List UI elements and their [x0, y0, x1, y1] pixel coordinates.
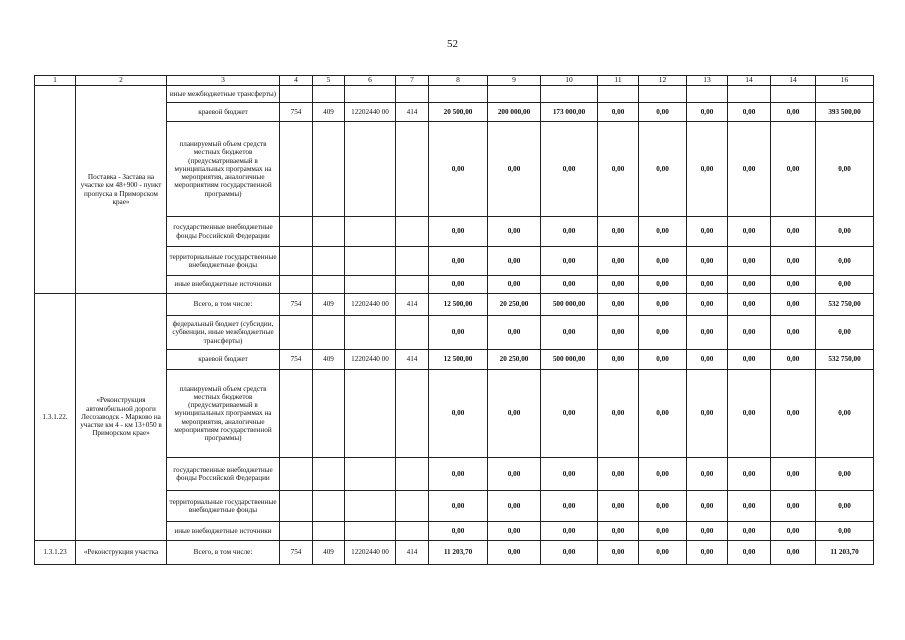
- amount-value: 0,00: [488, 458, 541, 491]
- amount-value: 0,00: [598, 276, 639, 294]
- code-grbs: [280, 370, 313, 458]
- amount-value: 200 000,00: [488, 103, 541, 122]
- amount-value: 0,00: [771, 103, 816, 122]
- measure-name: «Реконструкция автомобильной дороги Лесозаводск - Марково на участке км 4 - км 13+050 в Приморском крае»: [76, 294, 167, 541]
- code-grbs: [280, 86, 313, 103]
- amount-value: 0,00: [598, 522, 639, 541]
- amount-value: 11 203,70: [816, 541, 874, 565]
- amount-value: 0,00: [771, 541, 816, 565]
- amount-value: 0,00: [771, 316, 816, 350]
- column-number: 14: [771, 76, 816, 86]
- code-grbs: [280, 217, 313, 247]
- amount-value: [728, 86, 771, 103]
- amount-value: 0,00: [771, 276, 816, 294]
- code-vr: [396, 122, 429, 217]
- amount-value: 0,00: [488, 247, 541, 276]
- funding-source: Всего, в том числе:: [167, 541, 280, 565]
- code-grbs: [280, 247, 313, 276]
- amount-value: 0,00: [541, 217, 598, 247]
- amount-value: 0,00: [541, 541, 598, 565]
- amount-value: 0,00: [639, 316, 687, 350]
- code-vr: [396, 86, 429, 103]
- funding-source: иные межбюджетные трансферты): [167, 86, 280, 103]
- column-number: 4: [280, 76, 313, 86]
- amount-value: 0,00: [541, 316, 598, 350]
- code-csr: [345, 217, 396, 247]
- code-grbs: 754: [280, 103, 313, 122]
- amount-value: 0,00: [728, 294, 771, 316]
- amount-value: 0,00: [598, 122, 639, 217]
- amount-value: 0,00: [728, 491, 771, 522]
- code-rzpr: 409: [313, 103, 345, 122]
- amount-value: 173 000,00: [541, 103, 598, 122]
- amount-value: 0,00: [816, 370, 874, 458]
- amount-value: 20 250,00: [488, 350, 541, 370]
- column-number: 13: [687, 76, 728, 86]
- code-grbs: [280, 458, 313, 491]
- amount-value: [598, 86, 639, 103]
- amount-value: 0,00: [816, 458, 874, 491]
- code-vr: [396, 458, 429, 491]
- amount-value: 0,00: [687, 350, 728, 370]
- code-rzpr: 409: [313, 294, 345, 316]
- code-csr: [345, 122, 396, 217]
- code-vr: [396, 491, 429, 522]
- amount-value: 0,00: [687, 217, 728, 247]
- amount-value: 0,00: [429, 491, 488, 522]
- amount-value: [488, 86, 541, 103]
- code-vr: [396, 247, 429, 276]
- code-rzpr: [313, 370, 345, 458]
- amount-value: [541, 86, 598, 103]
- amount-value: 0,00: [488, 316, 541, 350]
- amount-value: 0,00: [771, 370, 816, 458]
- amount-value: 0,00: [816, 247, 874, 276]
- funding-source: краевой бюджет: [167, 350, 280, 370]
- code-vr: 414: [396, 541, 429, 565]
- code-csr: [345, 522, 396, 541]
- column-number: 2: [76, 76, 167, 86]
- amount-value: 0,00: [728, 522, 771, 541]
- amount-value: 0,00: [598, 103, 639, 122]
- amount-value: 0,00: [771, 122, 816, 217]
- code-csr: [345, 491, 396, 522]
- amount-value: 0,00: [541, 370, 598, 458]
- amount-value: 532 750,00: [816, 350, 874, 370]
- amount-value: 500 000,00: [541, 350, 598, 370]
- amount-value: 0,00: [639, 294, 687, 316]
- amount-value: 0,00: [687, 541, 728, 565]
- amount-value: 0,00: [771, 522, 816, 541]
- amount-value: 0,00: [639, 458, 687, 491]
- funding-source: государственные внебюджетные фонды Российской Федерации: [167, 217, 280, 247]
- table-body: [35, 76, 874, 565]
- amount-value: 0,00: [728, 316, 771, 350]
- amount-value: 12 500,00: [429, 294, 488, 316]
- code-vr: [396, 276, 429, 294]
- amount-value: 0,00: [771, 458, 816, 491]
- amount-value: [687, 86, 728, 103]
- amount-value: 0,00: [541, 491, 598, 522]
- code-grbs: [280, 122, 313, 217]
- amount-value: 0,00: [598, 294, 639, 316]
- budget-table: [34, 75, 874, 565]
- amount-value: 532 750,00: [816, 294, 874, 316]
- amount-value: 0,00: [541, 276, 598, 294]
- row-id: 1.3.1.22.: [35, 294, 76, 541]
- amount-value: 0,00: [598, 316, 639, 350]
- code-grbs: 754: [280, 294, 313, 316]
- code-vr: [396, 370, 429, 458]
- amount-value: 0,00: [771, 294, 816, 316]
- code-rzpr: 409: [313, 541, 345, 565]
- amount-value: 0,00: [639, 522, 687, 541]
- code-csr: [345, 247, 396, 276]
- amount-value: 0,00: [687, 491, 728, 522]
- amount-value: 0,00: [639, 247, 687, 276]
- code-csr: 12202440 00: [345, 350, 396, 370]
- amount-value: 0,00: [488, 122, 541, 217]
- amount-value: 0,00: [816, 316, 874, 350]
- amount-value: 0,00: [687, 294, 728, 316]
- amount-value: 0,00: [816, 522, 874, 541]
- funding-source: Всего, в том числе:: [167, 294, 280, 316]
- code-vr: 414: [396, 294, 429, 316]
- amount-value: 0,00: [728, 217, 771, 247]
- amount-value: 0,00: [541, 247, 598, 276]
- table-row: [35, 294, 874, 316]
- amount-value: 0,00: [816, 276, 874, 294]
- amount-value: 0,00: [639, 217, 687, 247]
- amount-value: 0,00: [488, 276, 541, 294]
- code-grbs: 754: [280, 541, 313, 565]
- amount-value: 0,00: [771, 247, 816, 276]
- code-vr: 414: [396, 103, 429, 122]
- amount-value: 0,00: [598, 370, 639, 458]
- amount-value: [639, 86, 687, 103]
- amount-value: 0,00: [429, 458, 488, 491]
- column-number: 14: [728, 76, 771, 86]
- column-number: 10: [541, 76, 598, 86]
- code-grbs: [280, 276, 313, 294]
- amount-value: 0,00: [771, 491, 816, 522]
- code-grbs: [280, 316, 313, 350]
- amount-value: 0,00: [429, 217, 488, 247]
- code-csr: 12202440 00: [345, 541, 396, 565]
- amount-value: 0,00: [687, 103, 728, 122]
- funding-source: территориальные государственные внебюджетные фонды: [167, 491, 280, 522]
- table-row: [35, 541, 874, 565]
- funding-source: планируемый объем средств местных бюджетов (предусматриваемый в муниципальных программах на мероприятия, аналогичные мероприятиям государственной программы): [167, 122, 280, 217]
- amount-value: 0,00: [598, 458, 639, 491]
- amount-value: 0,00: [639, 122, 687, 217]
- column-number: 7: [396, 76, 429, 86]
- code-rzpr: [313, 217, 345, 247]
- column-number: 12: [639, 76, 687, 86]
- amount-value: 0,00: [488, 370, 541, 458]
- amount-value: 393 500,00: [816, 103, 874, 122]
- amount-value: 0,00: [429, 316, 488, 350]
- amount-value: 0,00: [598, 491, 639, 522]
- code-vr: [396, 217, 429, 247]
- amount-value: 20 500,00: [429, 103, 488, 122]
- amount-value: 11 203,70: [429, 541, 488, 565]
- code-grbs: 754: [280, 350, 313, 370]
- amount-value: 0,00: [598, 247, 639, 276]
- column-number: 16: [816, 76, 874, 86]
- code-rzpr: [313, 276, 345, 294]
- code-rzpr: [313, 522, 345, 541]
- column-number: 6: [345, 76, 396, 86]
- amount-value: 0,00: [639, 370, 687, 458]
- column-number: 11: [598, 76, 639, 86]
- column-number-row: [35, 76, 874, 86]
- amount-value: 0,00: [728, 350, 771, 370]
- amount-value: 0,00: [429, 276, 488, 294]
- code-rzpr: 409: [313, 350, 345, 370]
- amount-value: 0,00: [639, 350, 687, 370]
- amount-value: 0,00: [816, 491, 874, 522]
- amount-value: 0,00: [541, 522, 598, 541]
- code-vr: [396, 522, 429, 541]
- amount-value: 0,00: [728, 247, 771, 276]
- code-grbs: [280, 522, 313, 541]
- amount-value: 0,00: [488, 541, 541, 565]
- column-number: 1: [35, 76, 76, 86]
- amount-value: 0,00: [429, 522, 488, 541]
- row-id: 1.3.1.23: [35, 541, 76, 565]
- code-csr: 12202440 00: [345, 103, 396, 122]
- amount-value: 0,00: [687, 316, 728, 350]
- amount-value: 0,00: [429, 247, 488, 276]
- amount-value: 0,00: [728, 458, 771, 491]
- code-rzpr: [313, 458, 345, 491]
- amount-value: 0,00: [687, 276, 728, 294]
- column-number: 3: [167, 76, 280, 86]
- amount-value: 0,00: [816, 122, 874, 217]
- code-vr: [396, 316, 429, 350]
- code-rzpr: [313, 247, 345, 276]
- amount-value: [816, 86, 874, 103]
- funding-source: федеральный бюджет (субсидии, субвенции, иные межбюджетные трансферты): [167, 316, 280, 350]
- amount-value: 0,00: [488, 491, 541, 522]
- code-rzpr: [313, 491, 345, 522]
- amount-value: 0,00: [541, 122, 598, 217]
- funding-source: территориальные государственные внебюджетные фонды: [167, 247, 280, 276]
- funding-source: государственные внебюджетные фонды Российской Федерации: [167, 458, 280, 491]
- code-csr: [345, 370, 396, 458]
- amount-value: 0,00: [639, 103, 687, 122]
- code-vr: 414: [396, 350, 429, 370]
- amount-value: 0,00: [816, 217, 874, 247]
- amount-value: 0,00: [488, 522, 541, 541]
- amount-value: 0,00: [639, 491, 687, 522]
- measure-name: Поставка - Застава на участке км 48+900 - пункт пропуска в Приморском крае»: [76, 86, 167, 294]
- measure-name: «Реконструкция участка: [76, 541, 167, 565]
- amount-value: 0,00: [598, 350, 639, 370]
- amount-value: 0,00: [728, 103, 771, 122]
- page-number: 52: [447, 38, 458, 50]
- column-number: 8: [429, 76, 488, 86]
- amount-value: 0,00: [639, 541, 687, 565]
- amount-value: 0,00: [687, 522, 728, 541]
- amount-value: 0,00: [429, 122, 488, 217]
- code-rzpr: [313, 122, 345, 217]
- funding-source: иные внебюджетные источники: [167, 276, 280, 294]
- funding-source: краевой бюджет: [167, 103, 280, 122]
- amount-value: 0,00: [429, 370, 488, 458]
- code-csr: [345, 316, 396, 350]
- amount-value: 0,00: [687, 458, 728, 491]
- amount-value: 500 000,00: [541, 294, 598, 316]
- code-csr: [345, 86, 396, 103]
- column-number: 5: [313, 76, 345, 86]
- amount-value: 0,00: [687, 122, 728, 217]
- amount-value: [771, 86, 816, 103]
- funding-source: иные внебюджетные источники: [167, 522, 280, 541]
- amount-value: 20 250,00: [488, 294, 541, 316]
- amount-value: 0,00: [488, 217, 541, 247]
- column-number: 9: [488, 76, 541, 86]
- amount-value: 0,00: [728, 541, 771, 565]
- amount-value: 0,00: [771, 350, 816, 370]
- amount-value: 0,00: [639, 276, 687, 294]
- table-row: [35, 86, 874, 103]
- code-csr: 12202440 00: [345, 294, 396, 316]
- amount-value: 0,00: [728, 370, 771, 458]
- amount-value: 12 500,00: [429, 350, 488, 370]
- code-grbs: [280, 491, 313, 522]
- amount-value: 0,00: [598, 541, 639, 565]
- funding-source: планируемый объем средств местных бюджетов (предусматриваемый в муниципальных программах на мероприятия, аналогичные мероприятиям государственной программы): [167, 370, 280, 458]
- code-rzpr: [313, 86, 345, 103]
- amount-value: 0,00: [771, 217, 816, 247]
- amount-value: 0,00: [541, 458, 598, 491]
- code-csr: [345, 276, 396, 294]
- code-rzpr: [313, 316, 345, 350]
- amount-value: [429, 86, 488, 103]
- row-id: [35, 86, 76, 294]
- amount-value: 0,00: [728, 122, 771, 217]
- amount-value: 0,00: [687, 370, 728, 458]
- amount-value: 0,00: [598, 217, 639, 247]
- amount-value: 0,00: [687, 247, 728, 276]
- amount-value: 0,00: [728, 276, 771, 294]
- code-csr: [345, 458, 396, 491]
